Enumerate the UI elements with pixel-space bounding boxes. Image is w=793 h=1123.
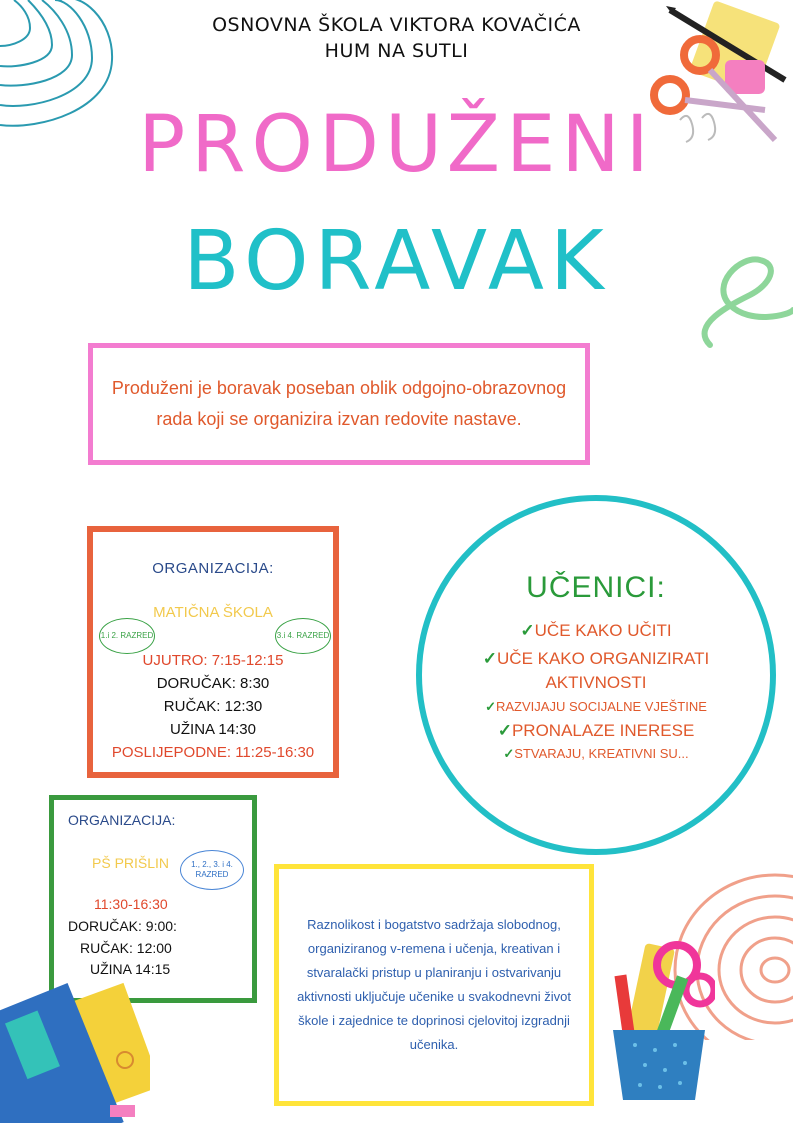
benefits-box <box>274 864 594 1106</box>
org-heading: ORGANIZACIJA: <box>152 560 274 577</box>
school-name: OSNOVNA ŠKOLA VIKTORA KOVAČIĆA <box>212 14 581 36</box>
title-line-2: BORAVAK <box>183 214 610 309</box>
intro-box <box>88 343 590 465</box>
benefits-text: Raznolikost i bogatstvo sadržaja slobodnog, organiziranog v-remena i učenja, kreativan i stvaralački pristup u planiranju i ostvarivanju aktivnosti uključuje učenike u svakodnevni život škole i zajednice te doprinosi cjelovitoj izgradnji učenika. <box>297 917 571 1052</box>
grade-badge-left: 1.i 2. RAZRED <box>99 618 155 654</box>
student-item: ✓UČE KAKO ORGANIZIRATI AKTIVNOSTI <box>482 649 710 692</box>
snack-time: UŽINA 14:30 <box>170 721 256 738</box>
student-item: ✓STVARAJU, KREATIVNI SU... <box>503 746 689 761</box>
org-location: MATIČNA ŠKOLA <box>153 604 273 621</box>
org-location: PŠ PRIŠLIN <box>92 855 170 871</box>
grade-badge: 1., 2., 3. i 4. RAZRED <box>180 850 244 890</box>
pencil-cup-icon <box>605 935 715 1105</box>
branch-time: 11:30-16:30 <box>94 896 168 912</box>
title-line-1: PRODUŽENI <box>138 100 655 190</box>
check-icon: ✓ <box>497 721 512 740</box>
check-icon: ✓ <box>482 649 498 668</box>
organization-branch-school <box>49 795 257 1003</box>
lunch-time: RUČAK: 12:00 <box>80 940 172 956</box>
afternoon-time: POSLIJEPODNE: 11:25-16:30 <box>111 744 315 761</box>
check-icon: ✓ <box>503 746 515 761</box>
check-icon: ✓ <box>485 699 496 714</box>
school-location: HUM NA SUTLI <box>324 40 469 62</box>
intro-text: Produženi je boravak poseban oblik odgojno-obrazovnog rada koji se organizira izvan redovite nastave. <box>111 378 567 429</box>
snack-time: UŽINA 14:15 <box>90 961 171 977</box>
breakfast-time: DORUČAK: 9:00: <box>68 918 177 934</box>
grade-badge-right: 3.i 4. RAZRED <box>275 618 331 654</box>
check-icon: ✓ <box>520 621 535 640</box>
breakfast-time: DORUČAK: 8:30 <box>156 675 270 692</box>
student-item: ✓UČE KAKO UČITI <box>520 621 672 640</box>
morning-time: UJUTRO: 7:15-12:15 <box>142 652 284 669</box>
students-circle <box>416 495 776 855</box>
students-heading: UČENICI: <box>526 571 666 604</box>
lunch-time: RUČAK: 12:30 <box>163 698 263 715</box>
books-icon <box>0 975 150 1123</box>
student-item: ✓PRONALAZE INERESE <box>497 721 695 740</box>
org-heading: ORGANIZACIJA: <box>68 812 176 828</box>
organization-main-school <box>87 526 339 778</box>
student-item: ✓RAZVIJAJU SOCIJALNE VJEŠTINE <box>485 699 707 714</box>
